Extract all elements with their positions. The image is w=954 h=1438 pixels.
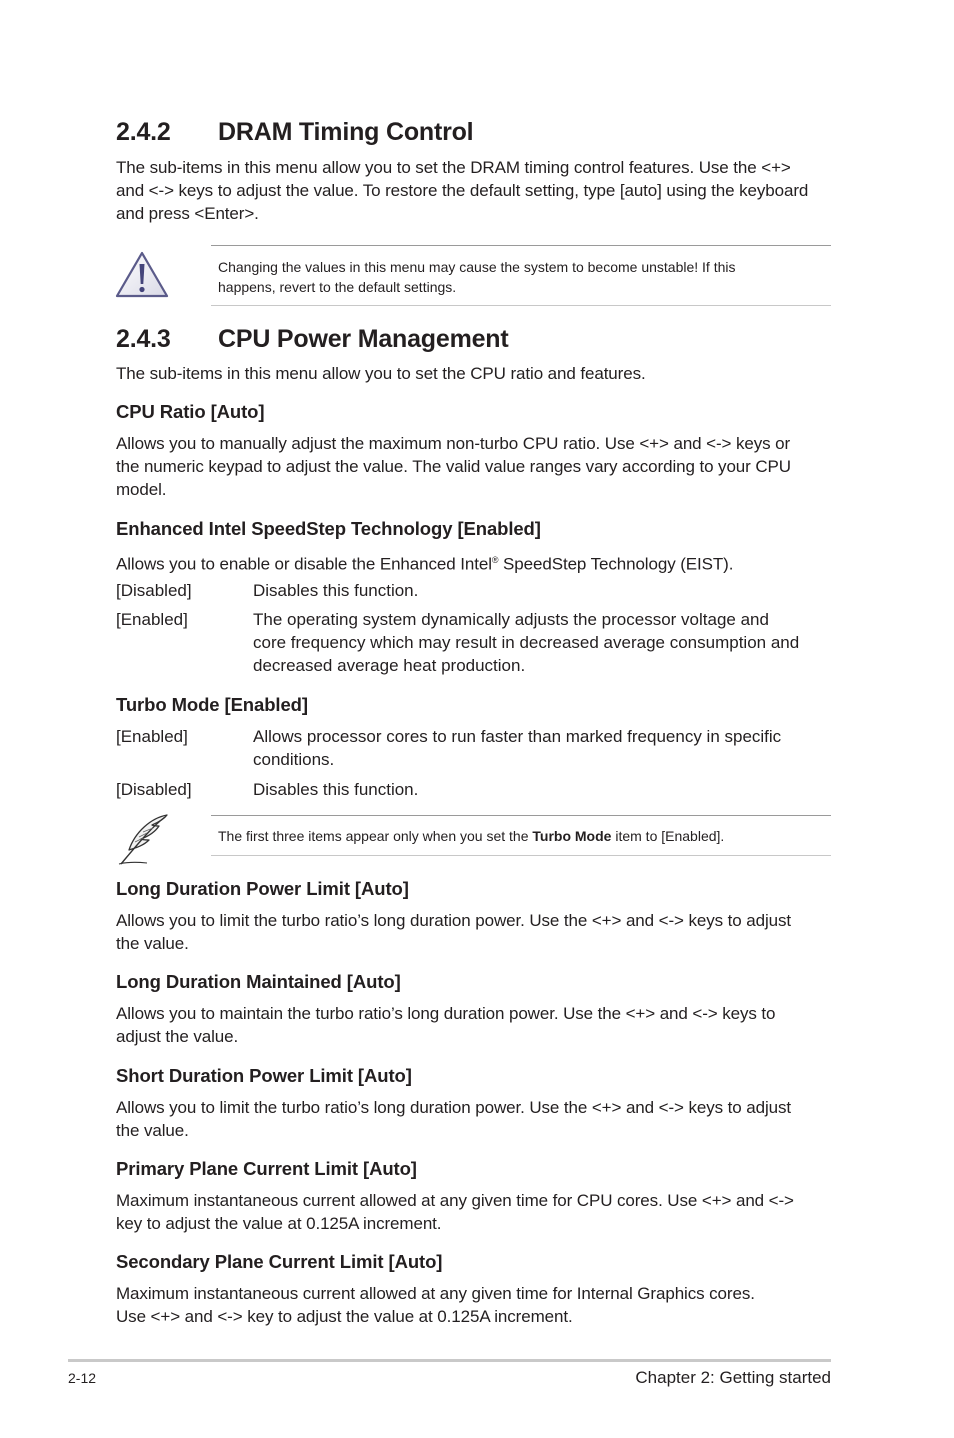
cpu-power-intro: The sub-items in this menu allow you to set the CPU ratio and features. [116,364,646,383]
ppcl-line: Maximum instantaneous current allowed at any given time for CPU cores. Use <+> and <-> [116,1191,794,1210]
feather-quill-icon [113,812,173,868]
sdpl-line: Allows you to limit the turbo ratio’s long duration power. Use the <+> and <-> keys to adjust [116,1098,792,1117]
cpu-ratio-line: Allows you to manually adjust the maximum non-turbo CPU ratio. Use <+> and <-> keys or [116,434,791,453]
dram-body-line: and <-> keys to adjust the value. To restore the default setting, type [auto] using the keyboard [116,181,809,200]
chapter-label: Chapter 2: Getting started [635,1368,831,1387]
eist-heading: Enhanced Intel SpeedStep Technology [Enabled] [116,518,541,539]
section-heading-dram-timing [116,118,473,147]
ldpl-heading: Long Duration Power Limit [Auto] [116,878,409,899]
turbo-enabled-line: Allows processor cores to run faster than marked frequency in specific [253,727,782,746]
ldpl-body [116,909,834,955]
eist-desc-b: SpeedStep Technology (EIST). [498,554,734,574]
ldm-heading: Long Duration Maintained [Auto] [116,971,401,992]
cpu-ratio-line: model. [116,480,167,499]
eist-option-disabled-value: Disables this function. [253,581,419,600]
spcl-heading: Secondary Plane Current Limit [Auto] [116,1251,443,1272]
eist-enabled-line: decreased average heat production. [253,656,526,675]
section-title: DRAM Timing Control [218,118,474,146]
warning-triangle-icon [114,250,170,300]
warning-line: happens, revert to the default settings. [218,279,457,295]
cpu-ratio-heading: CPU Ratio [Auto] [116,401,265,422]
spcl-body [116,1282,834,1328]
warning-line: Changing the values in this menu may cause the system to become unstable! If this [218,259,736,275]
ldm-line: adjust the value. [116,1027,239,1046]
sdpl-line: the value. [116,1121,189,1140]
turbo-note-bold: Turbo Mode [532,828,612,844]
eist-enabled-line: The operating system dynamically adjusts the processor voltage and [253,610,769,629]
eist-enabled-line: core frequency which may result in decreased average consumption and [253,633,800,652]
eist-option-enabled-value [253,608,823,677]
turbo-enabled-line: conditions. [253,750,335,769]
sdpl-body [116,1096,834,1142]
eist-option-enabled-key: [Enabled] [116,610,188,629]
ppcl-line: key to adjust the value at 0.125A increment. [116,1214,442,1233]
ldpl-line: the value. [116,934,189,953]
spcl-line: Use <+> and <-> key to adjust the value at 0.125A increment. [116,1307,573,1326]
section-heading-cpu-power [116,325,509,354]
turbo-option-disabled-value: Disables this function. [253,780,419,799]
ldpl-line: Allows you to limit the turbo ratio’s long duration power. Use the <+> and <-> keys to adjust [116,911,792,930]
dram-body [116,156,834,225]
turbo-option-enabled-value [253,725,823,771]
warning-note-text [218,257,818,297]
turbo-note-text [218,826,818,846]
turbo-heading: Turbo Mode [Enabled] [116,694,308,715]
ppcl-heading: Primary Plane Current Limit [Auto] [116,1158,417,1179]
turbo-option-disabled-key: [Disabled] [116,780,192,799]
sdpl-heading: Short Duration Power Limit [Auto] [116,1065,412,1086]
eist-option-disabled-key: [Disabled] [116,581,192,600]
ldm-line: Allows you to maintain the turbo ratio’s long duration power. Use the <+> and <-> keys to [116,1004,776,1023]
dram-body-line: The sub-items in this menu allow you to set the DRAM timing control features. Use the <+> [116,158,791,177]
eist-description [116,549,834,576]
turbo-option-enabled-key: [Enabled] [116,727,188,746]
turbo-note-c: item to [Enabled]. [611,828,725,844]
section-number: 2.4.3 [116,325,171,353]
turbo-note-a: The first three items appear only when you set the [218,828,533,844]
page-number: 2-12 [68,1370,97,1386]
ldm-body [116,1002,834,1048]
cpu-ratio-body [116,432,834,501]
cpu-ratio-line: the numeric keypad to adjust the value. The valid value ranges vary according to your CPU [116,457,791,476]
section-number: 2.4.2 [116,118,171,146]
registered-mark: ® [491,555,499,565]
ppcl-body [116,1189,834,1235]
footer-rule [68,1359,831,1362]
dram-body-line: and press <Enter>. [116,204,259,223]
section-title: CPU Power Management [218,325,509,353]
spcl-line: Maximum instantaneous current allowed at any given time for Internal Graphics cores. [116,1284,755,1303]
eist-desc-a: Allows you to enable or disable the Enhanced Intel [116,554,492,574]
